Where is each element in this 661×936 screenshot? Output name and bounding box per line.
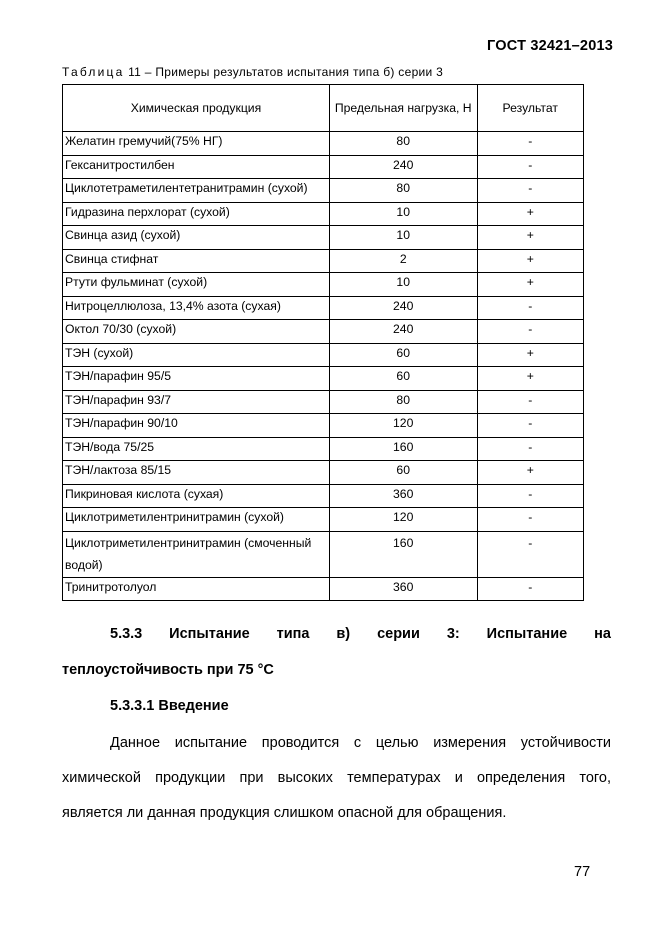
product-cell: Свинца азид (сухой): [63, 226, 330, 250]
table-row: [63, 273, 584, 297]
product-cell: Гексанитростилбен: [63, 155, 330, 179]
result-cell: +: [477, 226, 584, 250]
header-load: Предельная нагрузка, Н: [329, 85, 477, 132]
paragraph-line3: является ли данная продукция слишком опасной для обращения.: [62, 805, 507, 821]
product-cell: ТЭН/парафин 90/10: [63, 414, 330, 438]
table-row: [63, 484, 584, 508]
table-row: [63, 461, 584, 485]
table-row: [63, 577, 584, 601]
heading-word: 3:: [446, 626, 460, 642]
product-cell: Тринитротолуол: [63, 577, 330, 601]
load-cell: 10: [329, 273, 477, 297]
heading-word: 5.3.3: [110, 626, 143, 642]
paragraph-line1: [62, 735, 611, 751]
load-cell: 80: [329, 132, 477, 156]
load-cell: 360: [329, 484, 477, 508]
result-cell: -: [477, 508, 584, 532]
product-cell: Октол 70/30 (сухой): [63, 320, 330, 344]
load-cell: 10: [329, 202, 477, 226]
result-cell: -: [477, 390, 584, 414]
heading-word: на: [594, 626, 611, 642]
standard-number: ГОСТ 32421–2013: [487, 38, 613, 54]
load-cell: 160: [329, 437, 477, 461]
product-cell: ТЭН/парафин 95/5: [63, 367, 330, 391]
product-cell: Циклотетраметилентетранитрамин (сухой): [63, 179, 330, 203]
table-row: [63, 179, 584, 203]
table-row: [63, 320, 584, 344]
result-cell: -: [477, 179, 584, 203]
result-cell: +: [477, 202, 584, 226]
load-cell: 240: [329, 155, 477, 179]
result-cell: -: [477, 296, 584, 320]
section-heading-line1: [62, 626, 611, 642]
paragraph-word: Данное: [110, 735, 161, 751]
paragraph-word: химической: [62, 770, 141, 786]
paragraph-word: высоких: [277, 770, 333, 786]
load-cell: 160: [329, 531, 477, 577]
table-row: [63, 249, 584, 273]
table-row: [63, 202, 584, 226]
load-cell: 60: [329, 343, 477, 367]
product-cell: ТЭН/лактоза 85/15: [63, 461, 330, 485]
result-cell: -: [477, 132, 584, 156]
paragraph-word: и: [454, 770, 463, 786]
product-cell: Свинца стифнат: [63, 249, 330, 273]
subsection-heading: 5.3.3.1 Введение: [110, 698, 229, 714]
load-cell: 2: [329, 249, 477, 273]
load-cell: 240: [329, 296, 477, 320]
paragraph-word: продукции: [155, 770, 226, 786]
load-cell: 10: [329, 226, 477, 250]
paragraph-word: того,: [579, 770, 611, 786]
table-row: [63, 531, 584, 577]
paragraph-word: измерения: [433, 735, 507, 751]
result-cell: -: [477, 155, 584, 179]
product-cell: ТЭН/парафин 93/7: [63, 390, 330, 414]
heading-word: типа: [276, 626, 310, 642]
load-cell: 60: [329, 367, 477, 391]
table-row: [63, 226, 584, 250]
load-cell: 360: [329, 577, 477, 601]
load-cell: 60: [329, 461, 477, 485]
result-cell: +: [477, 249, 584, 273]
paragraph-word: испытание: [174, 735, 248, 751]
table-caption-text: 11 – Примеры результатов испытания типа б) серии 3: [124, 65, 444, 79]
product-cell: Гидразина перхлорат (сухой): [63, 202, 330, 226]
table-body: [63, 132, 584, 601]
result-cell: -: [477, 577, 584, 601]
load-cell: 80: [329, 179, 477, 203]
results-table: [62, 84, 584, 601]
result-cell: -: [477, 437, 584, 461]
product-cell: Циклотриметилентринитрамин (сухой): [63, 508, 330, 532]
load-cell: 120: [329, 414, 477, 438]
product-cell: Нитроцеллюлоза, 13,4% азота (сухая): [63, 296, 330, 320]
product-cell: Ртути фульминат (сухой): [63, 273, 330, 297]
product-cell: Циклотриметилентринитрамин (смоченный водой): [63, 531, 330, 577]
result-cell: +: [477, 343, 584, 367]
heading-word: в): [336, 626, 351, 642]
paragraph-word: проводится: [261, 735, 340, 751]
result-cell: -: [477, 531, 584, 577]
load-cell: 80: [329, 390, 477, 414]
header-product: Химическая продукция: [63, 85, 330, 132]
product-cell: Желатин гремучий(75% НГ): [63, 132, 330, 156]
paragraph-word: устойчивости: [520, 735, 611, 751]
product-cell: ТЭН (сухой): [63, 343, 330, 367]
result-cell: -: [477, 414, 584, 438]
heading-word: Испытание: [486, 626, 568, 642]
load-cell: 240: [329, 320, 477, 344]
section-heading-line2: теплоустойчивость при 75 °С: [62, 662, 274, 678]
result-cell: +: [477, 367, 584, 391]
table-caption: [62, 65, 443, 79]
result-cell: +: [477, 273, 584, 297]
heading-word: Испытание: [169, 626, 250, 642]
header-result: Результат: [477, 85, 584, 132]
table-row: [63, 296, 584, 320]
paragraph-line2: [62, 770, 611, 786]
table-header-row: [63, 85, 584, 132]
load-cell: 120: [329, 508, 477, 532]
paragraph-word: температурах: [347, 770, 441, 786]
heading-word: серии: [377, 626, 420, 642]
table-row: [63, 508, 584, 532]
paragraph-word: при: [239, 770, 264, 786]
table-row: [63, 414, 584, 438]
paragraph-word: с: [353, 735, 362, 751]
table-caption-word: Таблица: [62, 65, 125, 79]
result-cell: +: [477, 461, 584, 485]
result-cell: -: [477, 320, 584, 344]
paragraph-word: определения: [476, 770, 566, 786]
product-cell: Пикриновая кислота (сухая): [63, 484, 330, 508]
table-row: [63, 390, 584, 414]
table-row: [63, 132, 584, 156]
table-row: [63, 437, 584, 461]
table-row: [63, 367, 584, 391]
result-cell: -: [477, 484, 584, 508]
table-row: [63, 155, 584, 179]
paragraph-word: целью: [375, 735, 419, 751]
product-cell: ТЭН/вода 75/25: [63, 437, 330, 461]
table-row: [63, 343, 584, 367]
page-number: 77: [574, 864, 591, 880]
